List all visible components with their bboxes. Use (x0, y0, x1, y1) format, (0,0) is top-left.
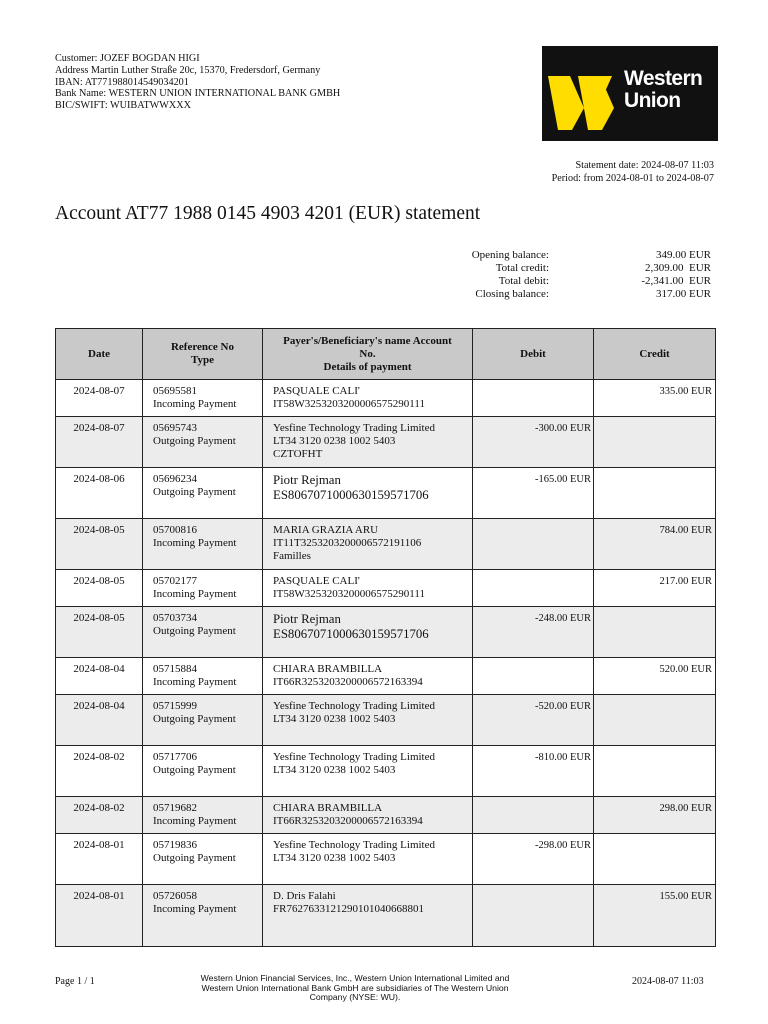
balance-row-closing (440, 288, 711, 301)
payer-name: Piotr Rejman (273, 612, 341, 626)
payment-type: Incoming Payment (153, 815, 237, 827)
balance-value: -2,341.00 EUR (641, 275, 711, 287)
ref-number: 05717706 (153, 751, 197, 763)
ref-number: 05715884 (153, 663, 197, 675)
table-row (56, 468, 716, 519)
col-header-payer-line: No. (359, 347, 376, 360)
cell-credit: 335.00 EUR (594, 380, 716, 417)
legal-line: Company (NYSE: WU). (309, 992, 401, 1002)
ref-number: 05695743 (153, 422, 197, 434)
cell-credit: 298.00 EUR (594, 797, 716, 834)
table-row (56, 658, 716, 695)
payer-account: IT66R3253203200006572163394 (273, 676, 423, 688)
legal-notice (190, 974, 520, 1003)
col-header-payer-line: Details of payment (323, 360, 412, 373)
balance-value: 2,309.00 EUR (645, 262, 711, 274)
payment-type: Incoming Payment (153, 588, 237, 600)
statement-period: Period: from 2024-08-01 to 2024-08-07 (551, 173, 714, 184)
customer-address: Address Martin Luther Straße 20c, 15370, Fredersdorf, Germany (55, 64, 321, 76)
cell-reference (143, 885, 263, 947)
cell-credit (594, 746, 716, 797)
payer-account: LT34 3120 0238 1002 5403 (273, 764, 396, 776)
payer-account: ES8067071000630159571706 (273, 627, 429, 641)
cell-payer (263, 570, 473, 607)
cell-date: 2024-08-01 (56, 834, 143, 885)
payer-account: IT66R3253203200006572163394 (273, 815, 423, 827)
logo-line-western: Western (624, 67, 703, 90)
cell-credit: 520.00 EUR (594, 658, 716, 695)
table-row (56, 570, 716, 607)
table-row (56, 607, 716, 658)
customer-iban: IBAN: AT771988014549034201 (55, 76, 189, 88)
payer-name: PASQUALE CALI' (273, 385, 360, 397)
payment-details: Familles (273, 550, 311, 562)
payer-name: CHIARA BRAMBILLA (273, 802, 383, 814)
table-row (56, 417, 716, 468)
payer-name: Yesfine Technology Trading Limited (273, 700, 435, 712)
bank-name: Bank Name: WESTERN UNION INTERNATIONAL BANK GMBH (55, 88, 341, 100)
payment-type: Incoming Payment (153, 903, 237, 915)
col-header-payer-line: Payer's/Beneficiary's name Account (283, 334, 452, 347)
cell-debit: -248.00 EUR (473, 607, 594, 658)
cell-credit (594, 607, 716, 658)
cell-reference (143, 607, 263, 658)
cell-payer (263, 695, 473, 746)
table-row (56, 885, 716, 947)
cell-reference (143, 834, 263, 885)
ref-number: 05703734 (153, 612, 197, 624)
payer-account: FR7627633121290101040668801 (273, 903, 424, 915)
cell-payer (263, 468, 473, 519)
payer-account: LT34 3120 0238 1002 5403 (273, 852, 396, 864)
cell-date: 2024-08-07 (56, 380, 143, 417)
col-header-credit: Credit (594, 329, 716, 380)
cell-reference (143, 417, 263, 468)
payment-type: Incoming Payment (153, 676, 237, 688)
cell-date: 2024-08-01 (56, 885, 143, 947)
payer-name: Piotr Rejman (273, 473, 341, 487)
cell-payer (263, 380, 473, 417)
cell-payer (263, 885, 473, 947)
payment-type: Outgoing Payment (153, 713, 236, 725)
cell-debit (473, 380, 594, 417)
cell-date: 2024-08-02 (56, 746, 143, 797)
balance-label: Opening balance: (471, 249, 549, 261)
balance-label: Closing balance: (475, 288, 549, 300)
payer-name: D. Dris Falahi (273, 890, 336, 902)
cell-date: 2024-08-04 (56, 658, 143, 695)
payment-type: Outgoing Payment (153, 852, 236, 864)
cell-credit: 155.00 EUR (594, 885, 716, 947)
cell-debit: -300.00 EUR (473, 417, 594, 468)
payment-details: CZTOFHT (273, 448, 323, 460)
cell-reference (143, 746, 263, 797)
cell-debit (473, 570, 594, 607)
cell-credit (594, 417, 716, 468)
col-header-date: Date (56, 329, 143, 380)
payer-account: LT34 3120 0238 1002 5403 (273, 435, 396, 447)
cell-reference (143, 468, 263, 519)
cell-date: 2024-08-05 (56, 570, 143, 607)
cell-date: 2024-08-04 (56, 695, 143, 746)
cell-credit: 217.00 EUR (594, 570, 716, 607)
ref-number: 05702177 (153, 575, 197, 587)
payment-type: Outgoing Payment (153, 625, 236, 637)
payer-account: ES8067071000630159571706 (273, 488, 429, 502)
western-union-logo (542, 46, 718, 141)
ref-number: 05715999 (153, 700, 197, 712)
western-union-logo-mark-icon (542, 46, 622, 141)
cell-credit (594, 834, 716, 885)
payer-account: LT34 3120 0238 1002 5403 (273, 713, 396, 725)
cell-debit (473, 519, 594, 570)
col-header-payer (263, 329, 473, 380)
col-header-reference (143, 329, 263, 380)
cell-payer (263, 607, 473, 658)
cell-debit: -165.00 EUR (473, 468, 594, 519)
cell-payer (263, 519, 473, 570)
balance-label: Total debit: (498, 275, 549, 287)
cell-debit: -810.00 EUR (473, 746, 594, 797)
payment-type: Outgoing Payment (153, 435, 236, 447)
cell-debit (473, 658, 594, 695)
cell-date: 2024-08-02 (56, 797, 143, 834)
table-row (56, 834, 716, 885)
cell-date: 2024-08-05 (56, 519, 143, 570)
customer-info (55, 53, 340, 112)
payer-account: IT58W3253203200006575290111 (273, 398, 425, 410)
statement-meta (552, 159, 714, 185)
payer-name: Yesfine Technology Trading Limited (273, 751, 435, 763)
cell-reference (143, 519, 263, 570)
logo-line-union: Union (624, 89, 681, 112)
payer-name: CHIARA BRAMBILLA (273, 663, 383, 675)
table-header-row (56, 329, 716, 380)
payment-type: Incoming Payment (153, 537, 237, 549)
customer-name: Customer: JOZEF BOGDAN HIGI (55, 53, 200, 64)
legal-line: Western Union Financial Services, Inc., Western Union International Limited and (200, 973, 510, 983)
cell-reference (143, 695, 263, 746)
cell-debit (473, 797, 594, 834)
balance-row-debit (440, 275, 711, 288)
col-header-debit: Debit (473, 329, 594, 380)
balance-row-opening (440, 249, 711, 262)
table-row (56, 746, 716, 797)
cell-debit: -520.00 EUR (473, 695, 594, 746)
transactions-table (55, 328, 716, 947)
balance-row-credit (440, 262, 711, 275)
balance-summary (440, 249, 711, 301)
ref-number: 05726058 (153, 890, 197, 902)
col-header-type-line: Type (190, 354, 215, 366)
payer-name: Yesfine Technology Trading Limited (273, 422, 435, 434)
cell-debit: -298.00 EUR (473, 834, 594, 885)
page-number: Page 1 / 1 (55, 976, 95, 987)
cell-credit (594, 695, 716, 746)
table-row (56, 695, 716, 746)
ref-number: 05719682 (153, 802, 197, 814)
balance-value: 317.00 EUR (656, 288, 711, 300)
cell-date: 2024-08-05 (56, 607, 143, 658)
cell-date: 2024-08-06 (56, 468, 143, 519)
cell-credit (594, 468, 716, 519)
payer-name: PASQUALE CALI' (273, 575, 360, 587)
payment-type: Incoming Payment (153, 398, 237, 410)
cell-reference (143, 380, 263, 417)
legal-line: Western Union International Bank GmbH are subsidiaries of The Western Union (201, 982, 509, 993)
cell-reference (143, 570, 263, 607)
table-row (56, 797, 716, 834)
cell-reference (143, 658, 263, 695)
payment-type: Outgoing Payment (153, 486, 236, 498)
payer-account: IT11T3253203200006572191106 (273, 537, 422, 549)
col-header-reference-line: Reference No (170, 341, 234, 353)
cell-date: 2024-08-07 (56, 417, 143, 468)
ref-number: 05719836 (153, 839, 197, 851)
ref-number: 05696234 (153, 473, 197, 485)
payer-account: IT58W3253203200006575290111 (273, 588, 425, 600)
balance-label: Total credit: (495, 262, 549, 274)
cell-payer (263, 417, 473, 468)
ref-number: 05700816 (153, 524, 197, 536)
cell-payer (263, 797, 473, 834)
statement-date: Statement date: 2024-08-07 11:03 (575, 160, 714, 171)
payer-name: Yesfine Technology Trading Limited (273, 839, 435, 851)
cell-credit: 784.00 EUR (594, 519, 716, 570)
statement-title: Account AT77 1988 0145 4903 4201 (EUR) statement (55, 203, 481, 224)
balance-value: 349.00 EUR (656, 249, 711, 261)
logo-wordmark (624, 68, 702, 112)
footer-timestamp: 2024-08-07 11:03 (632, 976, 704, 987)
cell-payer (263, 834, 473, 885)
bic-swift: BIC/SWIFT: WUIBATWWXXX (55, 100, 191, 112)
ref-number: 05695581 (153, 385, 197, 397)
cell-reference (143, 797, 263, 834)
payer-name: MARIA GRAZIA ARU (273, 524, 379, 536)
table-row (56, 519, 716, 570)
cell-debit (473, 885, 594, 947)
table-row (56, 380, 716, 417)
cell-payer (263, 746, 473, 797)
cell-payer (263, 658, 473, 695)
payment-type: Outgoing Payment (153, 764, 236, 776)
